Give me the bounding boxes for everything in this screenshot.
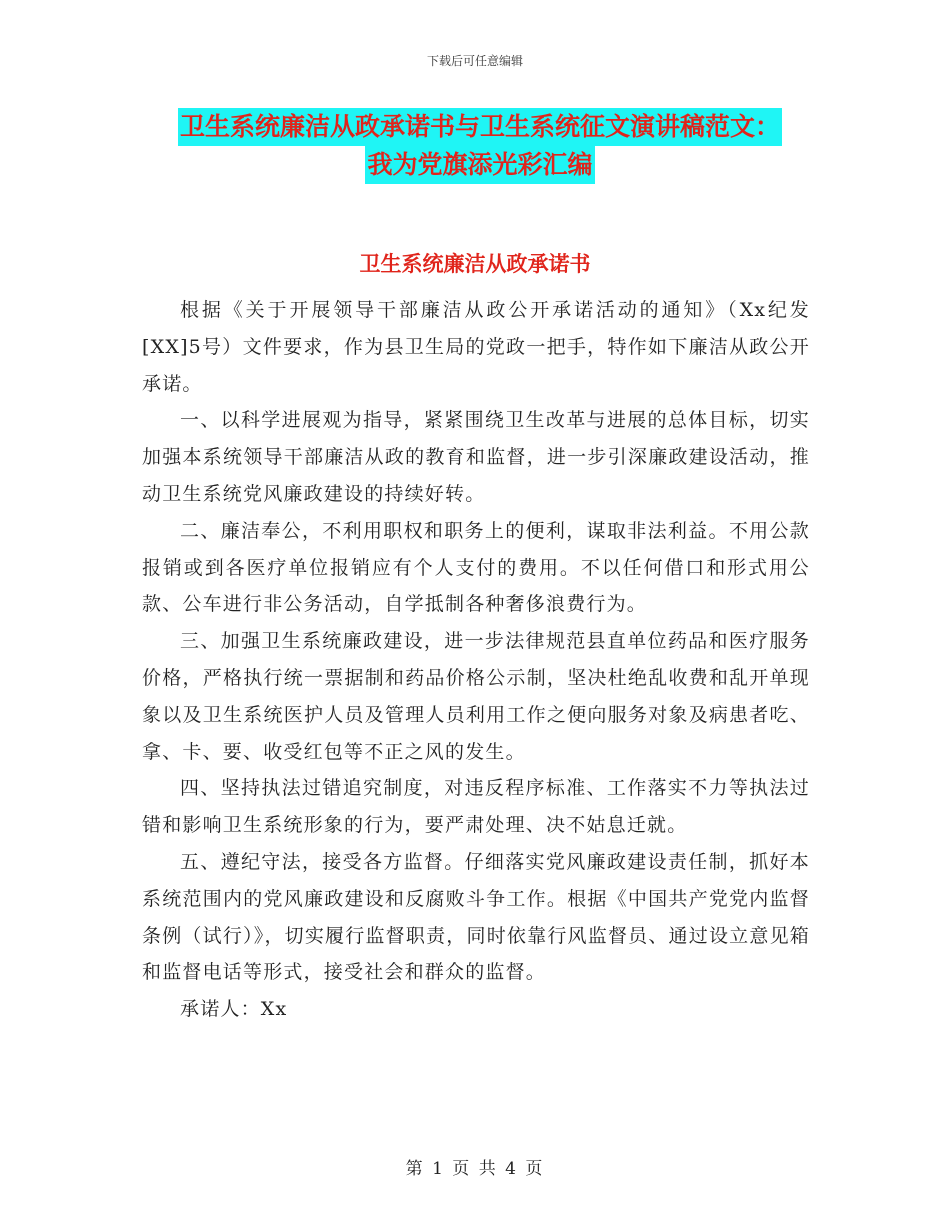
header-note: 下载后可任意编辑 <box>426 54 523 68</box>
paragraph-item-1: 一、以科学进展观为指导，紧紧围绕卫生改革与进展的总体目标，切实加强本系统领导干部廉洁从政的教育和监督，进一步引深廉政建设活动，推动卫生系统党风廉政建设的持续好转。 <box>142 409 810 505</box>
page-footer: 第 1 页 共 4 页 <box>405 1159 545 1179</box>
paragraph-item-5: 五、遵纪守法，接受各方监督。仔细落实党风廉政建设责任制，抓好本系统范围内的党风廉政建设和反腐败斗争工作。根据《中国共产党党内监督条例（试行）》，切实履行监督职责，同时依靠行风监督员、通过设立意见箱和监督电话等形式，接受社会和群众的监督。 <box>142 850 810 984</box>
signature-line: 承诺人：Xx <box>180 998 288 1021</box>
paragraph-item-2: 二、廉洁奉公，不利用职权和职务上的便利，谋取非法利益。不用公款报销或到各医疗单位报销应有个人支付的费用。不以任何借口和形式用公款、公车进行非公务活动，自学抵制各种奢侈浪费行为。 <box>142 519 810 616</box>
document-title <box>150 108 810 184</box>
title-line-2: 我为党旗添光彩汇编 <box>365 146 594 184</box>
body-text <box>142 292 810 1028</box>
paragraph-intro: 根据《关于开展领导干部廉洁从政公开承诺活动的通知》（Xx纪发[XX]5号）文件要求，作为县卫生局的党政一把手，特作如下廉洁从政公开承诺。 <box>142 299 810 395</box>
paragraph-item-3: 三、加强卫生系统廉政建设，进一步法律规范县直单位药品和医疗服务价格，严格执行统一票据制和药品价格公示制，坚决杜绝乱收费和乱开单现象以及卫生系统医护人员及管理人员利用工作之便向服务对象及病患者吃、拿、卡、要、收受红包等不正之风的发生。 <box>142 630 810 763</box>
paragraph-item-4: 四、坚持执法过错追究制度，对违反程序标准、工作落实不力等执法过错和影响卫生系统形象的行为，要严肃处理、决不姑息迁就。 <box>142 777 810 837</box>
section-title: 卫生系统廉洁从政承诺书 <box>359 252 591 276</box>
title-line-1: 卫生系统廉洁从政承诺书与卫生系统征文演讲稿范文： <box>178 108 782 146</box>
